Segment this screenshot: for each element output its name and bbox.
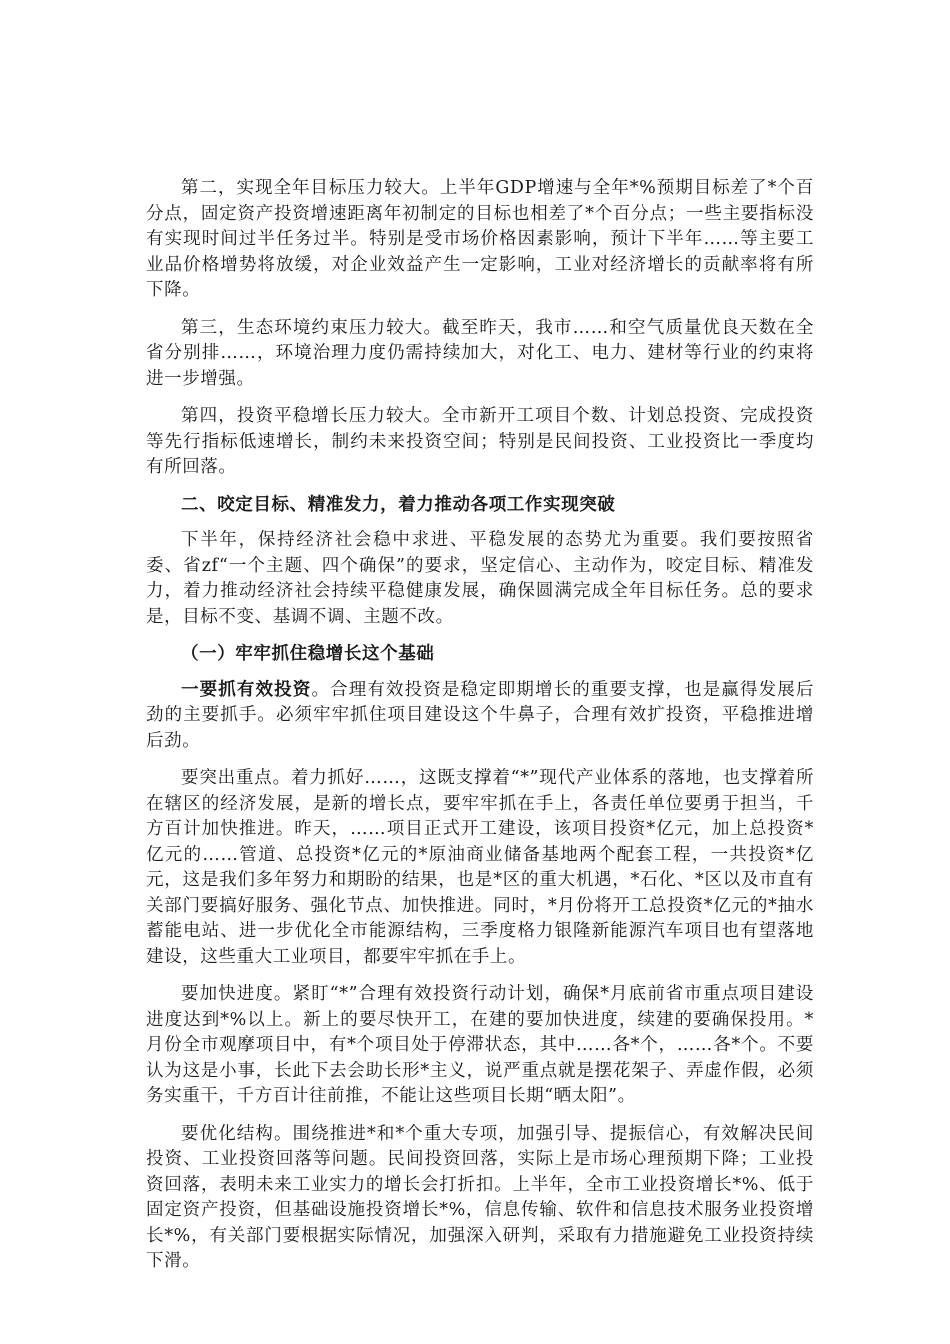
paragraph-second-half-requirements: 下半年，保持经济社会稳中求进、平稳发展的态势尤为重要。我们要按照省委、省zf“一个主题、四个确保”的要求，坚定信心、主动作为，咬定目标、精准发力，着力推动经济社会持续平稳健康发展，确保圆满完成全年目标任务。总的要求是，目标不变、基调不调、主题不改。: [146, 530, 814, 627]
paragraph-effective-investment: [146, 678, 814, 755]
sub-heading: （一）牢牢抓住稳增长这个基础: [181, 644, 435, 664]
paragraph-optimize-structure: 要优化结构。围绕推进*和*个重大专项，加强引导、提振信心，有效解决民间投资、工业投资回落等问题。民间投资回落，实际上是市场心理预期下降；工业投资回落，表明未来工业实力的增长会打折扣。上半年，全市工业投资增长*%、低于固定资产投资，但基础设施投资增长*%，信息传输、软件和信息技术服务业投资增长*%，有关部门要根据实际情况，加强深入研判，采取有力措施避免工业投资持续下滑。: [146, 1123, 814, 1271]
document-page: [146, 176, 814, 1287]
paragraph-speed-up-progress: 要加快进度。紧盯“*”合理有效投资行动计划，确保*月底前省市重点项目建设进度达到*%以上。新上的要尽快开工，在建的要加快进度，续建的要确保投用。*月份全市观摩项目中，有*个项目处于停滞状态，其中……各*个，……各*个。不要认为这是小事，长此下去会助长形*主义，说严重点就是摆花架子、弄虚作假，必须务实重干，千方百计往前推，不能让这些项目长期“晒太阳”。: [146, 984, 814, 1106]
paragraph-key-projects: 要突出重点。着力抓好……，这既支撑着“*”现代产业体系的落地，也支撑着所在辖区的经济发展，是新的增长点，要牢牢抓在手上，各责任单位要勇于担当，千方百计加快推进。昨天，……项目正式开工建设，该项目投资*亿元，加上总投资*亿元的……管道、总投资*亿元的*原油商业储备基地两个配套工程，一共投资*亿元，这是我们多年努力和期盼的结果，也是*区的重大机遇，*石化、*区以及市直有关部门要搞好服务、强化节点、加快推进。同时，*月份将开工总投资*亿元的*抽水蓄能电站、进一步优化全市能源结构，三季度格力银隆新能源汽车项目也有望落地建设，这些重大工业项目，都要牢牢抓在手上。: [146, 768, 814, 967]
section-heading: 二、咬定目标、精准发力，着力推动各项工作实现突破: [181, 494, 616, 515]
paragraph-target-pressure: 第二，实现全年目标压力较大。上半年GDP增速与全年*%预期目标差了*个百分点，固定资产投资增速距离年初制定的目标也相差了*个百分点；一些主要指标没有实现时间过半任务过半。特别是受市场价格因素影响，预计下半年……等主要工业品价格增势将放缓，对企业效益产生一定影响，工业对经济增长的贡献率将有所下降。: [146, 178, 814, 300]
paragraph-lead-text: 一要抓有效投资: [181, 679, 312, 700]
paragraph-body-text: 。合理有效投资是稳定即期增长的重要支撑，也是赢得发展后劲的主要抓手。必须牢牢抓住项目建设这个牛鼻子，合理有效扩投资，平稳推进增后劲。: [146, 679, 814, 751]
paragraph-investment-pressure: 第四，投资平稳增长压力较大。全市新开工项目个数、计划总投资、完成投资等先行指标低速增长，制约未来投资空间；特别是民间投资、工业投资比一季度均有所回落。: [146, 406, 814, 477]
paragraph-environment-pressure: 第三，生态环境约束压力较大。截至昨天，我市……和空气质量优良天数在全省分别排……，环境治理力度仍需持续加大，对化工、电力、建材等行业的约束将进一步增强。: [146, 317, 814, 389]
